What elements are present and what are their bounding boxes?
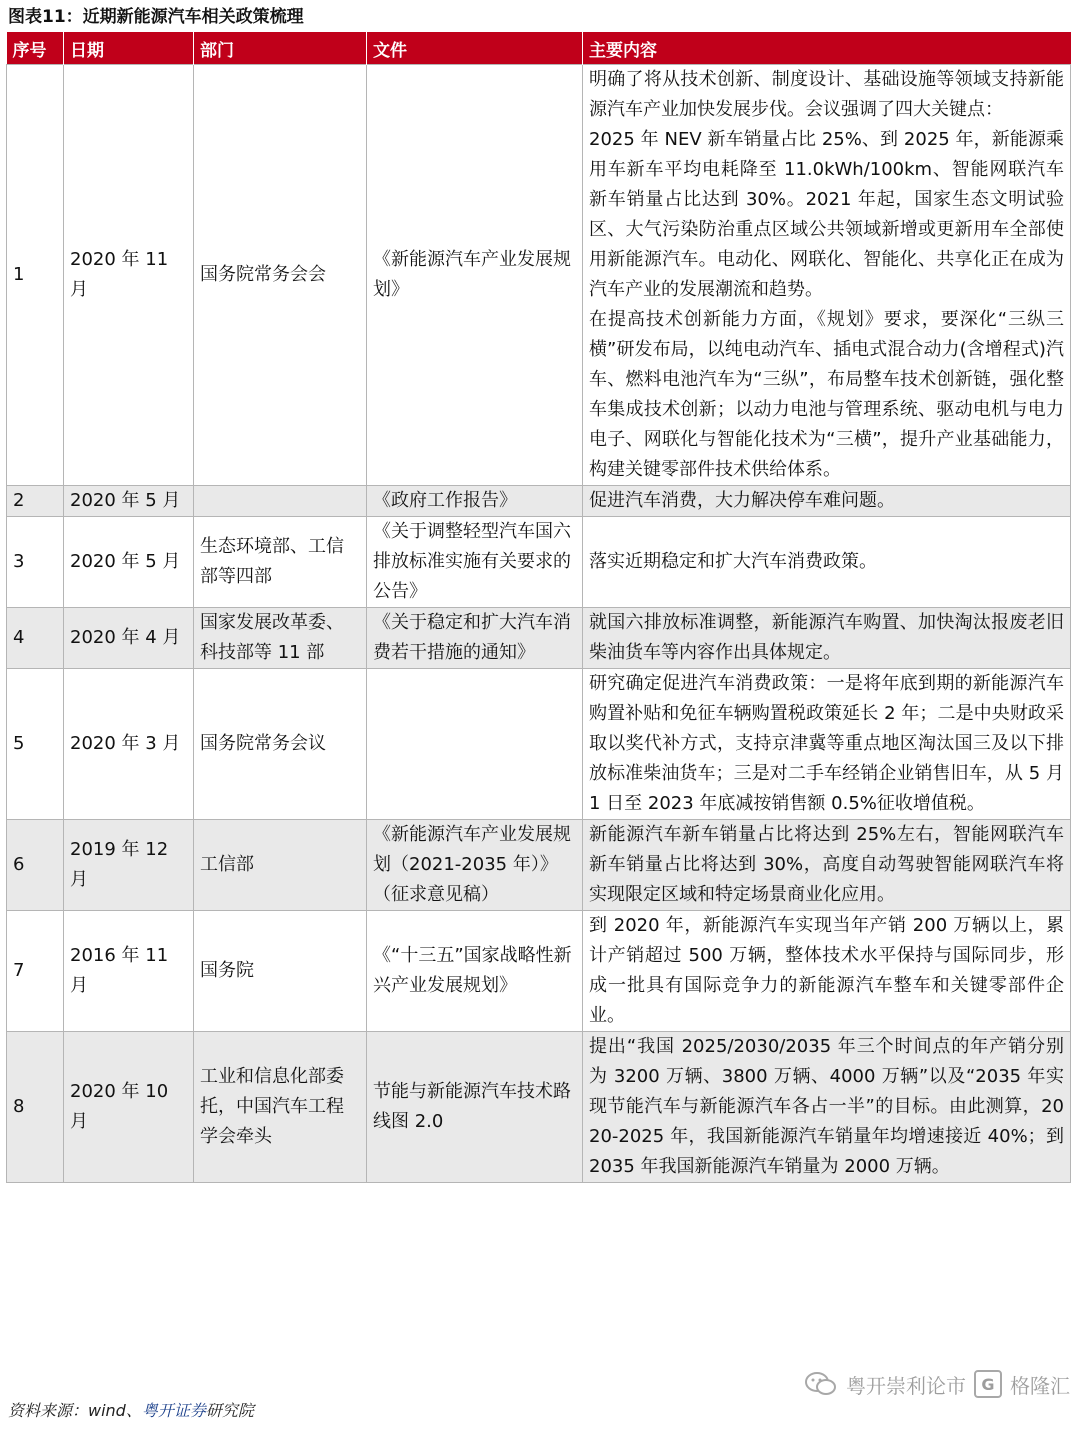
content-paragraph: 促进汽车消费，大力解决停车难问题。 [589, 490, 895, 511]
cell-doc: 节能与新能源汽车技术路线图 2.0 [367, 1032, 583, 1183]
watermark [804, 1364, 1070, 1404]
source-org: 粤开证券 [141, 1401, 206, 1420]
cell-dept: 生态环境部、工信部等四部 [194, 517, 367, 608]
header-no: 序号 [7, 32, 64, 65]
header-dept: 部门 [194, 32, 367, 65]
cell-doc: 《关于稳定和扩大汽车消费若干措施的通知》 [367, 608, 583, 669]
content-paragraph: 2025 年 NEV 新车销量占比 25%、到 2025 年，新能源乘用车新车平均电耗降至 11.0kWh/100km、智能网联汽车新车销量占比达到 30%。2021 年起，国家生态文明试验区、大气污染防治重点区域公共领域新增或更新用车全部使用新能源汽车。电动化、网联化、智能化、共享化正在成为汽车产业的发展潮流和趋势。 [589, 129, 1064, 300]
header-date: 日期 [64, 32, 194, 65]
cell-date: 2019 年 12 月 [64, 820, 194, 911]
table-row [7, 1032, 1071, 1183]
content-paragraph: 明确了将从技术创新、制度设计、基础设施等领域支持新能源汽车产业加快发展步伐。会议强调了四大关键点： [589, 69, 1064, 120]
header-content: 主要内容 [583, 32, 1071, 65]
cell-content [583, 820, 1071, 911]
policy-table [6, 32, 1071, 1183]
table-row [7, 669, 1071, 820]
cell-no: 8 [7, 1032, 64, 1183]
cell-content [583, 65, 1071, 486]
table-row [7, 65, 1071, 486]
wechat-icon [804, 1371, 838, 1397]
table-row [7, 486, 1071, 517]
watermark-wechat-text: 粤开崇利论市 [846, 1373, 966, 1398]
header-doc: 文件 [367, 32, 583, 65]
cell-date: 2020 年 11 月 [64, 65, 194, 486]
cell-date: 2016 年 11 月 [64, 911, 194, 1032]
cell-dept: 国务院 [194, 911, 367, 1032]
cell-no: 1 [7, 65, 64, 486]
cell-date: 2020 年 3 月 [64, 669, 194, 820]
content-paragraph: 新能源汽车新车销量占比将达到 25%左右，智能网联汽车新车销量占比将达到 30%，高度自动驾驶智能网联汽车将实现限定区域和特定场景商业化应用。 [589, 824, 1064, 905]
source-suffix: 研究院 [205, 1401, 254, 1420]
cell-no: 6 [7, 820, 64, 911]
cell-doc: 《新能源汽车产业发展规划（2021-2035 年）》（征求意见稿） [367, 820, 583, 911]
content-paragraph: 提出“我国 2025/2030/2035 年三个时间点的年产销分别为 3200 万辆、3800 万辆、4000 万辆”以及“2035 年实现节能汽车与新能源汽车各占一半”的目标。由此测算，2020-2025 年，我国新能源汽车销量年均增速接近 40%；到 2035 年我国新能源汽车销量为 2000 万辆。 [589, 1036, 1064, 1177]
content-paragraph: 落实近期稳定和扩大汽车消费政策。 [589, 551, 877, 572]
cell-dept: 国家发展改革委、科技部等 11 部 [194, 608, 367, 669]
cell-content [583, 1032, 1071, 1183]
table-row [7, 608, 1071, 669]
cell-doc: 《关于调整轻型汽车国六排放标准实施有关要求的公告》 [367, 517, 583, 608]
cell-dept [194, 486, 367, 517]
source-prefix: 资料来源：wind、 [8, 1401, 142, 1420]
cell-no: 3 [7, 517, 64, 608]
content-paragraph: 研究确定促进汽车消费政策：一是将年底到期的新能源汽车购置补贴和免征车辆购置税政策延长 2 年；二是中央财政采取以奖代补方式，支持京津冀等重点地区淘汰国三及以下排放标准柴油货车；三是对二手车经销企业销售旧车，从 5 月 1 日至 2023 年底减按销售额 0.5%征收增值税。 [589, 673, 1064, 814]
source-note [8, 1398, 254, 1421]
watermark-brand-text: 格隆汇 [1010, 1373, 1070, 1398]
cell-no: 2 [7, 486, 64, 517]
cell-dept: 国务院常务会议 [194, 669, 367, 820]
cell-date: 2020 年 5 月 [64, 517, 194, 608]
cell-date: 2020 年 4 月 [64, 608, 194, 669]
cell-no: 7 [7, 911, 64, 1032]
figure-title: 图表11：近期新能源汽车相关政策梳理 [8, 7, 304, 27]
cell-dept: 工信部 [194, 820, 367, 911]
cell-content [583, 911, 1071, 1032]
cell-doc: 《政府工作报告》 [367, 486, 583, 517]
cell-doc [367, 669, 583, 820]
content-paragraph: 在提高技术创新能力方面，《规划》要求，要深化“三纵三横”研发布局，以纯电动汽车、插电式混合动力(含增程式)汽车、燃料电池汽车为“三纵”，布局整车技术创新链，强化整车集成技术创新；以动力电池与管理系统、驱动电机与电力电子、网联化与智能化技术为“三横”，提升产业基础能力，构建关键零部件技术供给体系。 [589, 309, 1064, 480]
content-paragraph: 就国六排放标准调整，新能源汽车购置、加快淘汰报废老旧柴油货车等内容作出具体规定。 [589, 612, 1064, 663]
cell-content [583, 608, 1071, 669]
table-row [7, 911, 1071, 1032]
table-row [7, 820, 1071, 911]
cell-content [583, 486, 1071, 517]
cell-doc: 《新能源汽车产业发展规划》 [367, 65, 583, 486]
table-row [7, 517, 1071, 608]
cell-content [583, 669, 1071, 820]
cell-date: 2020 年 5 月 [64, 486, 194, 517]
cell-content [583, 517, 1071, 608]
cell-dept: 国务院常务会会 [194, 65, 367, 486]
cell-doc: 《“十三五”国家战略性新兴产业发展规划》 [367, 911, 583, 1032]
brand-logo-icon: G [974, 1370, 1002, 1398]
content-paragraph: 到 2020 年，新能源汽车实现当年产销 200 万辆以上，累计产销超过 500 万辆，整体技术水平保持与国际同步，形成一批具有国际竞争力的新能源汽车整车和关键零部件企业。 [589, 915, 1064, 1026]
cell-no: 4 [7, 608, 64, 669]
cell-dept: 工业和信息化部委托，中国汽车工程学会牵头 [194, 1032, 367, 1183]
table-header-row [7, 32, 1071, 65]
cell-date: 2020 年 10 月 [64, 1032, 194, 1183]
cell-no: 5 [7, 669, 64, 820]
